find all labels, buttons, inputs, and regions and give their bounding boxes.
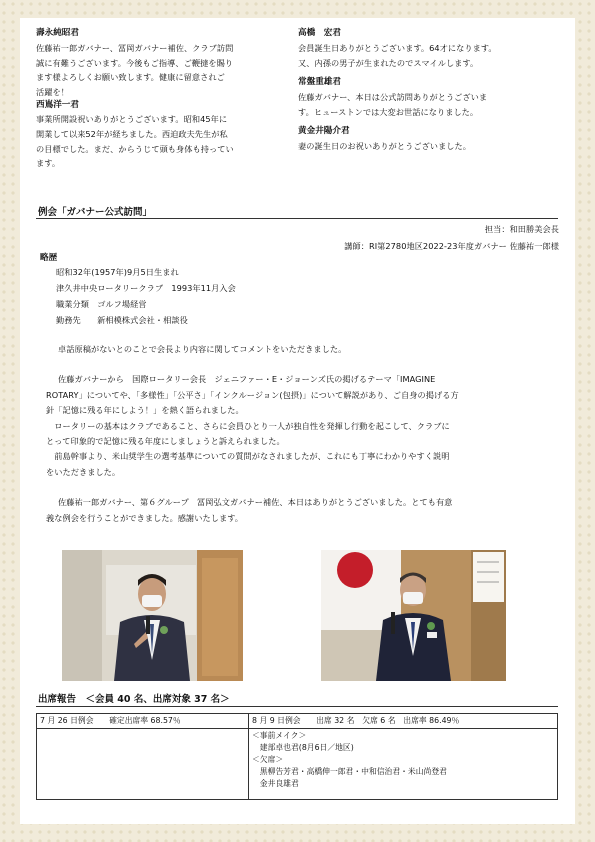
photo-speaker-2-image [321, 550, 506, 681]
comment-line: 会員誕生日ありがとうございます。64才になります。 [298, 43, 497, 53]
comment-line: 誠に有難うございます。今後もご指導、ご鞭撻を賜り [36, 57, 234, 68]
table-row [37, 729, 558, 800]
comment-line: 事業所開設祝いありがとうございます。昭和45年に [36, 114, 228, 125]
blank-line [46, 480, 561, 495]
comment-line: 妻の誕生日のお祝いありがとうございました。 [298, 141, 471, 152]
comment-line: す。ヒューストンでは大変お世話になりました。 [298, 106, 479, 117]
comment-text [298, 90, 560, 119]
left-detail-cell [37, 729, 249, 800]
comment-line: 佐藤ガバナー、本日は公式訪問ありがとうございま [298, 92, 488, 103]
profile-label: 略歴 [40, 253, 58, 263]
photo-speaker-2 [321, 550, 506, 681]
profile-line: 昭和32年(1957年)9月5日生まれ [56, 267, 179, 277]
comment-line: ます様よろしくお願い致します。健康に留意されご [36, 72, 225, 83]
section-rule [36, 218, 558, 219]
detail-line: 黒柳告芳君・高橋伸一郎君・中和信治君・米山尚登君 [252, 767, 447, 776]
comment-line: の目標でした。まだ、からうじて頭も身体も持ってい [36, 143, 234, 154]
photo-speaker-1 [62, 550, 243, 681]
comment-line: 活躍を！ [36, 86, 69, 97]
body-line: 佐藤ガバナーから 国際ロータリー会長 ジェニファー・E・ジョーンズ氏の掲げるテーマ「IMAGINE [58, 374, 436, 385]
body-line: とって印象的で記憶に残る年度にしましょうと訴えられました。 [46, 436, 285, 447]
report-body [46, 342, 561, 526]
attendance-title: 出席報告 ＜会員 40 名、出席対象 37 名＞ [38, 694, 230, 705]
charge-label: 担当：和田勝美会長 [484, 224, 559, 234]
body-line: 佐藤祐一郎ガバナー、第６グループ 冨岡弘文ガバナー補佐、本日はありがとうございました。とても有意 [58, 497, 453, 508]
speaker-label: 講師：RI第2780地区2022-23年度ガバナー 佐藤祐一郎様 [344, 241, 559, 251]
profile-line: 勤務先 新相模株式会社・相談役 [56, 315, 188, 325]
member-name: 高橋 宏君 [298, 28, 341, 38]
left-column [36, 27, 276, 171]
member-name: 西嶌洋一君 [36, 100, 79, 111]
body-line: 針「記憶に残る年にしよう！」を熱く語られました。 [46, 405, 244, 416]
attendance-table [36, 713, 558, 800]
body-line: 卓話原稿がないとのことで会長より内容に関してコメントをいただきました。 [58, 344, 347, 354]
body-line: ROTARY」についてや、「多様性」「公平さ」「インクルージョン(包摂)」について解説があり、ご自身の掲げる方 [46, 389, 459, 400]
body-line: 前島幹事より、米山奨学生の選考基準についての質問がなされましたが、これにも丁寧にわかりやすく説明 [46, 451, 450, 462]
comment-text [298, 139, 560, 154]
detail-line: ＜欠席＞ [252, 755, 284, 764]
profile-list [56, 264, 236, 328]
left-meeting-cell: 7 月 26 日例会 確定出席率 68.57％ [37, 714, 249, 729]
right-meeting-cell: 8 月 9 日例会 出席 32 名 欠席 6 名 出席率 86.49％ [249, 714, 558, 729]
comment-line: 開業して以来52年が経ちました。西迫政夫先生が私 [36, 128, 228, 139]
table-row [37, 714, 558, 729]
member-name: 壽永純昭君 [36, 28, 79, 38]
member-name: 黄金井陽介君 [298, 126, 350, 137]
comment-text [298, 41, 560, 70]
right-detail-cell [249, 729, 558, 800]
photo-speaker-1-image [62, 550, 243, 681]
detail-line: 金井良雄君 [252, 779, 299, 788]
comment-line: 又、内孫の男子が生まれたのでスマイルします。 [298, 57, 479, 68]
attendance-rule [36, 706, 558, 707]
member-name: 常盤重雄君 [298, 77, 341, 88]
comment-line: ます。 [36, 158, 61, 169]
blank-line [46, 357, 561, 372]
comment-text [36, 112, 276, 170]
body-line: ロータリーの基本はクラブであること、さらに会員ひとり一人が独自性を発揮し行動を起こして、クラブに [46, 420, 450, 431]
body-line: 義な例会を行うことができました。感謝いたします。 [46, 512, 244, 523]
comment-line: 佐藤祐一郎ガバナー、冨岡ガバナー補佐、クラブ訪問 [36, 43, 234, 53]
right-column [298, 27, 560, 154]
profile-line: 津久井中央ロータリークラブ 1993年11月入会 [56, 283, 236, 293]
body-line: をいただきました。 [46, 466, 121, 477]
section-title: 例会「ガバナー公式訪問」 [38, 207, 153, 218]
detail-line: ＜事前メイク＞ [252, 731, 307, 740]
comment-text [36, 41, 276, 99]
profile-line: 職業分類 ゴルフ場経営 [56, 299, 147, 309]
detail-line: 建部卓也君(8月6日／地区) [252, 743, 354, 752]
